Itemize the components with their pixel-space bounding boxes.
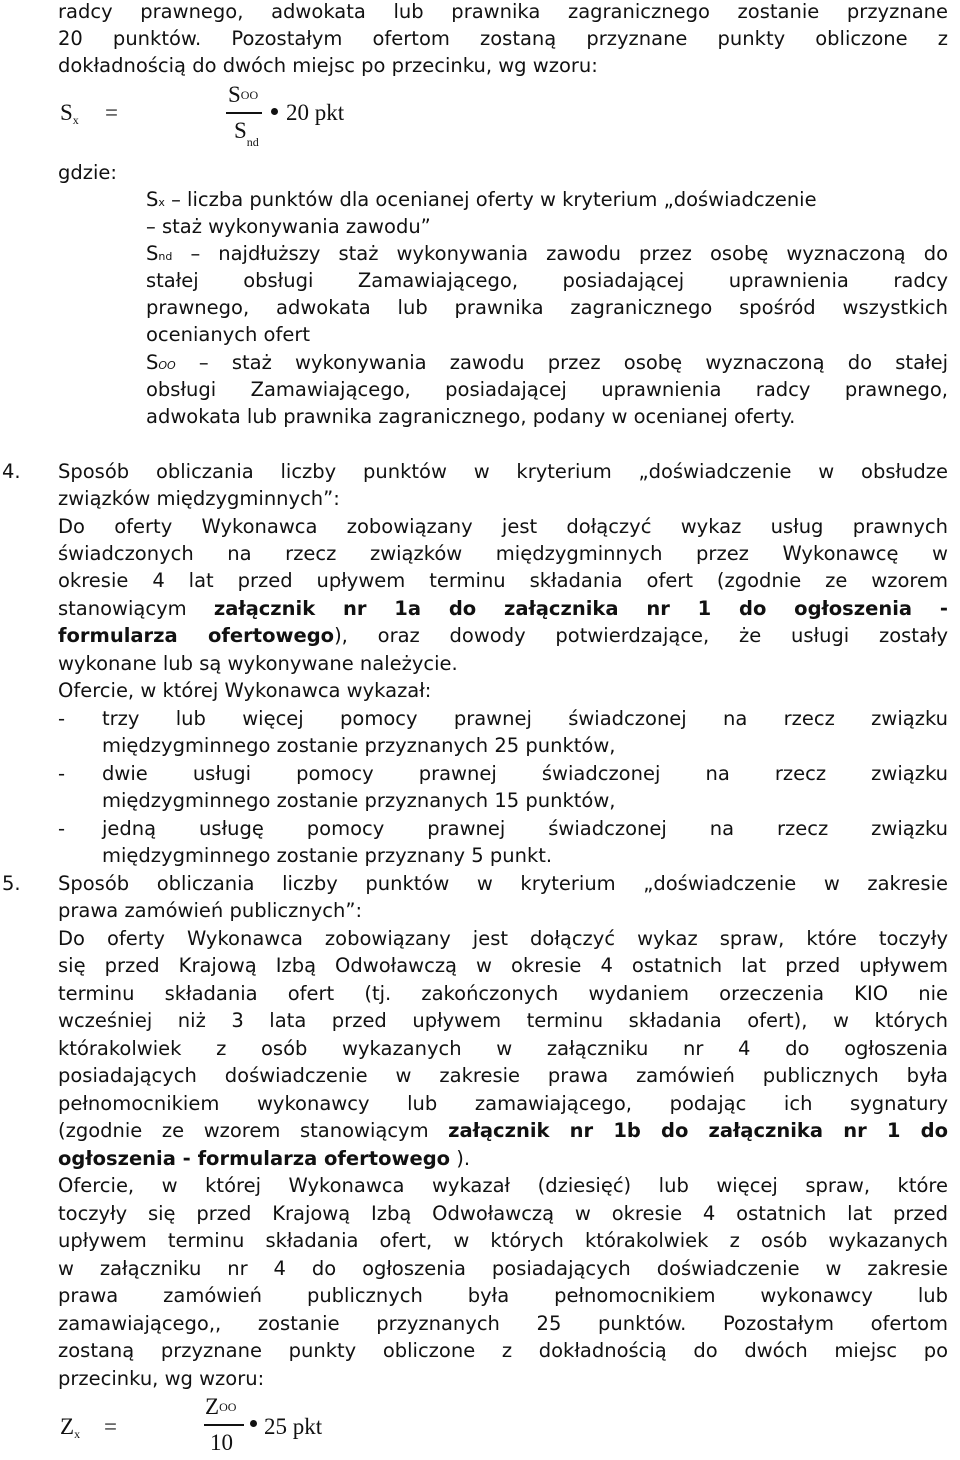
text-line: prawnego, adwokata lub prawnika zagranicznego spośród wszystkich xyxy=(146,296,948,319)
text-line: pełnomocnikiem wykonawcy lub zamawiającego, podając ich sygnatury xyxy=(58,1092,948,1115)
section-number: 4. xyxy=(2,460,21,483)
text-line: obsługi Zamawiającego, posiadającej uprawnienia radcy prawnego, xyxy=(146,378,948,401)
text-line: w załączniku nr 4 do ogłoszenia posiadających doświadczenie w zakresie xyxy=(58,1257,948,1280)
formula-factor: 25 pkt xyxy=(264,1414,323,1439)
section-heading: prawa zamówień publicznych”: xyxy=(58,899,363,922)
text-line: 20 punktów. Pozostałym ofertom zostaną przyznane punkty obliczone z xyxy=(58,27,948,50)
formula-factor: 20 pkt xyxy=(286,100,345,125)
text-line: prawa zamówień publicznych była pełnomocnikiem wykonawcy lub xyxy=(58,1284,948,1307)
symbol-soo: SOO xyxy=(146,351,176,374)
section-number: 5. xyxy=(2,872,21,895)
text-line: zamawiającego,, zostanie przyznanych 25 punktów. Pozostałym ofertom xyxy=(58,1312,948,1335)
section-heading: związków międzygminnych”: xyxy=(58,487,340,510)
multiply-dot xyxy=(271,108,278,115)
text-line: ogłoszenia - formularza ofertowego ). xyxy=(58,1147,471,1170)
text-line: adwokata lub prawnika zagranicznego, podany w ocenianej oferty. xyxy=(146,405,796,428)
text-line: – staż wykonywania zawodu przez osobę wyznaczoną do stałej xyxy=(198,351,948,374)
text-line: terminu składania ofert (tj. zakończonych wydaniem orzeczenia KIO nie xyxy=(58,982,948,1005)
text-line: radcy prawnego, adwokata lub prawnika zagranicznego zostanie przyznane xyxy=(58,0,948,23)
symbol-snd: Snd xyxy=(146,242,173,265)
formula-denominator: $S_{nd}$ xyxy=(234,118,259,149)
text-line: formularza ofertowego), oraz dowody potwierdzające, że usługi zostały xyxy=(58,624,948,647)
formula-lhs: Zx xyxy=(60,1414,81,1441)
text-line: Ofercie, w której Wykonawca wykazał (dziesięć) lub więcej spraw, które xyxy=(58,1174,948,1197)
symbol-sx: Sx xyxy=(146,188,165,211)
formula-equals: = xyxy=(104,1414,117,1439)
text-line: Ofercie, w której Wykonawca wykazał: xyxy=(58,679,432,702)
text-line: upływem terminu składania ofert, w których którakolwiek z osób wykazanych xyxy=(58,1229,948,1252)
text-line: – najdłuższy staż wykonywania zawodu przez osobę wyznaczoną do xyxy=(190,242,949,265)
section-heading: Sposób obliczania liczby punktów w kryterium „doświadczenie w obsłudze xyxy=(58,460,948,483)
text-line: dokładnością do dwóch miejsc po przecinku, wg wzoru: xyxy=(58,54,598,77)
text-line: Do oferty Wykonawca zobowiązany jest dołączyć wykaz spraw, które toczyły xyxy=(58,927,948,950)
formula-sx xyxy=(58,82,458,164)
text-line: posiadających doświadczenie w zakresie prawa zamówień publicznych była xyxy=(58,1064,948,1087)
text-line: okresie 4 lat przed upływem terminu składania ofert (zgodnie ze wzorem xyxy=(58,569,948,592)
text-line: stanowiącym załącznik nr 1a do załącznika nr 1 do ogłoszenia - xyxy=(58,597,948,620)
text-line: którakolwiek z osób wykazanych w załączniku nr 4 do ogłoszenia xyxy=(58,1037,948,1060)
text-line: się przed Krajową Izbą Odwoławczą w okresie 4 ostatnich lat przed upływem xyxy=(58,954,948,977)
text-line: wykonane lub są wykonywane należycie. xyxy=(58,652,458,675)
text-line: toczyły się przed Krajową Izbą Odwoławczą w okresie 4 ostatnich lat przed xyxy=(58,1202,948,1225)
where-label: gdzie: xyxy=(58,161,117,184)
formula-denominator: 10 xyxy=(210,1430,233,1455)
formula-equals: = xyxy=(105,100,118,125)
multiply-dot xyxy=(250,1420,257,1427)
text-line: wcześniej niż 3 lata przed upływem terminu składania ofert), w których xyxy=(58,1009,948,1032)
fraction-bar xyxy=(226,112,262,114)
text-line: stałej obsługi Zamawiającego, posiadającej uprawnienia radcy xyxy=(146,269,948,292)
section-heading: Sposób obliczania liczby punktów w kryterium „doświadczenie w zakresie xyxy=(58,872,948,895)
text-line: – liczba punktów dla ocenianej oferty w kryterium „doświadczenie xyxy=(171,188,817,211)
text-line: świadczonych na rzecz związków międzygminnych przez Wykonawcę w xyxy=(58,542,948,565)
text-line: – staż wykonywania zawodu” xyxy=(146,215,431,238)
text-line: (zgodnie ze wzorem stanowiącym załącznik nr 1b do załącznika nr 1 do xyxy=(58,1119,948,1142)
text-line: przecinku, wg wzoru: xyxy=(58,1367,265,1390)
text-line: Do oferty Wykonawca zobowiązany jest dołączyć wykaz usług prawnych xyxy=(58,515,948,538)
fraction-bar xyxy=(204,1424,244,1426)
text-line: ocenianych ofert xyxy=(146,323,311,346)
formula-zx xyxy=(58,1396,458,1460)
formula-numerator: ZOO xyxy=(205,1394,237,1419)
formula-lhs: Sx xyxy=(60,100,79,127)
formula-numerator: SOO xyxy=(228,82,259,107)
text-line: zostaną przyznane punkty obliczone z dokładnością do dwóch miejsc po xyxy=(58,1339,948,1362)
